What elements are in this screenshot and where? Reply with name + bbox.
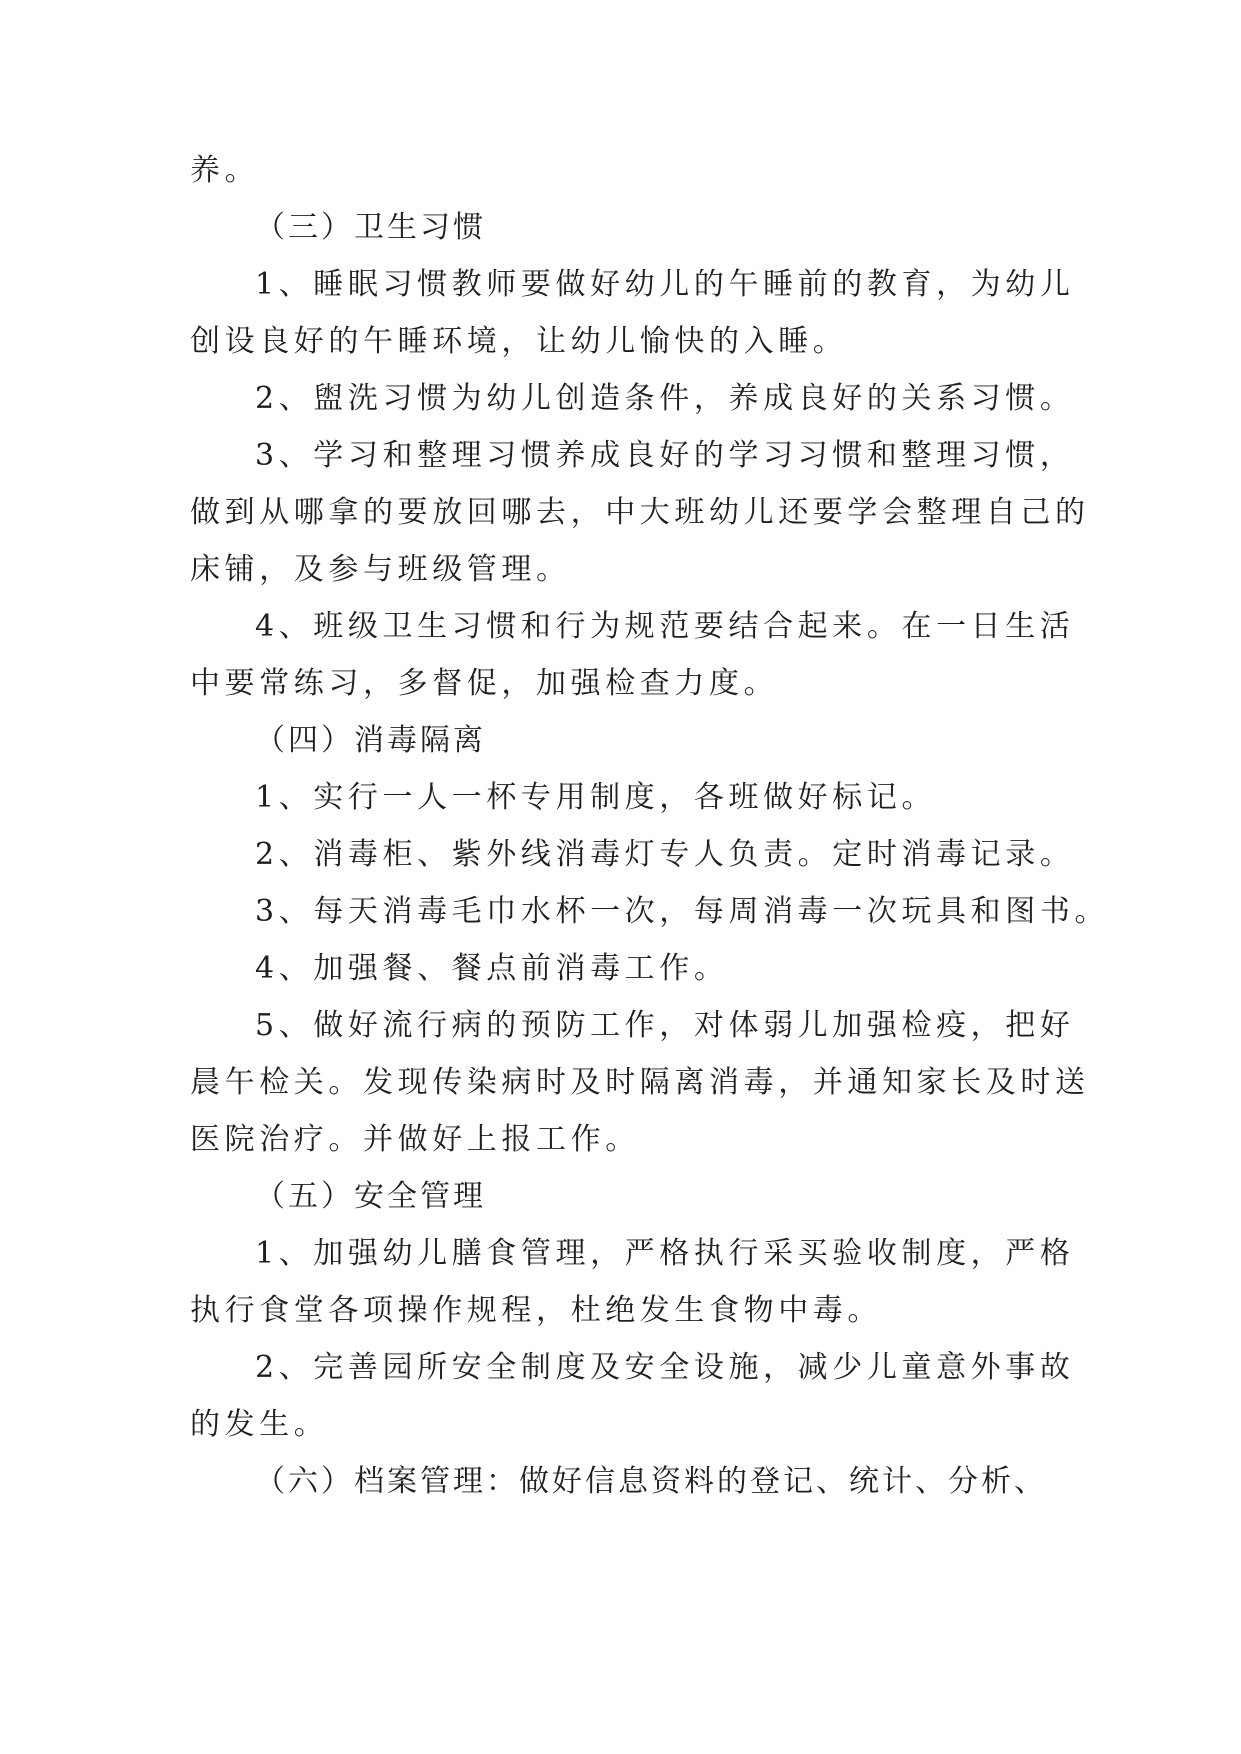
paragraph-line: 1、实行一人一杯专用制度，各班做好标记。 <box>255 780 937 815</box>
paragraph-line: 2、消毒柜、紫外线消毒灯专人负责。定时消毒记录。 <box>255 837 1075 872</box>
section-heading: （五）安全管理 <box>255 1179 486 1214</box>
paragraph-line: 2、盥洗习惯为幼儿创造条件，养成良好的关系习惯。 <box>255 381 1075 416</box>
paragraph-line: 1、加强幼儿膳食管理，严格执行采买验收制度，严格 <box>255 1236 1075 1271</box>
paragraph-line: 执行食堂各项操作规程，杜绝发生食物中毒。 <box>190 1293 882 1328</box>
paragraph-line: 3、学习和整理习惯养成良好的学习习惯和整理习惯， <box>255 438 1075 473</box>
paragraph-line: 创设良好的午睡环境，让幼儿愉快的入睡。 <box>190 324 848 359</box>
paragraph-line: 中要常练习，多督促，加强检查力度。 <box>190 666 779 701</box>
section-heading: （四）消毒隔离 <box>255 723 486 758</box>
paragraph-line: 医院治疗。并做好上报工作。 <box>190 1122 640 1157</box>
paragraph-line: 5、做好流行病的预防工作，对体弱儿加强检疫，把好 <box>255 1008 1075 1043</box>
paragraph-line: 4、班级卫生习惯和行为规范要结合起来。在一日生活 <box>255 609 1075 644</box>
paragraph-line: 床铺，及参与班级管理。 <box>190 552 571 587</box>
paragraph-line: 做到从哪拿的要放回哪去，中大班幼儿还要学会整理自己的 <box>190 495 1090 530</box>
paragraph-line: 4、加强餐、餐点前消毒工作。 <box>255 951 729 986</box>
paragraph-line: 的发生。 <box>190 1407 329 1442</box>
paragraph-line: 晨午检关。发现传染病时及时隔离消毒，并通知家长及时送 <box>190 1065 1090 1100</box>
paragraph-line: 2、完善园所安全制度及安全设施，减少儿童意外事故 <box>255 1350 1075 1385</box>
paragraph-line: 1、睡眠习惯教师要做好幼儿的午睡前的教育，为幼儿 <box>255 267 1075 302</box>
section-heading: （六）档案管理：做好信息资料的登记、统计、分析、 <box>255 1464 1047 1499</box>
paragraph-line: 3、每天消毒毛巾水杯一次，每周消毒一次玩具和图书。 <box>255 894 1110 929</box>
paragraph-line: 养。 <box>190 153 260 188</box>
section-heading: （三）卫生习惯 <box>255 210 486 245</box>
